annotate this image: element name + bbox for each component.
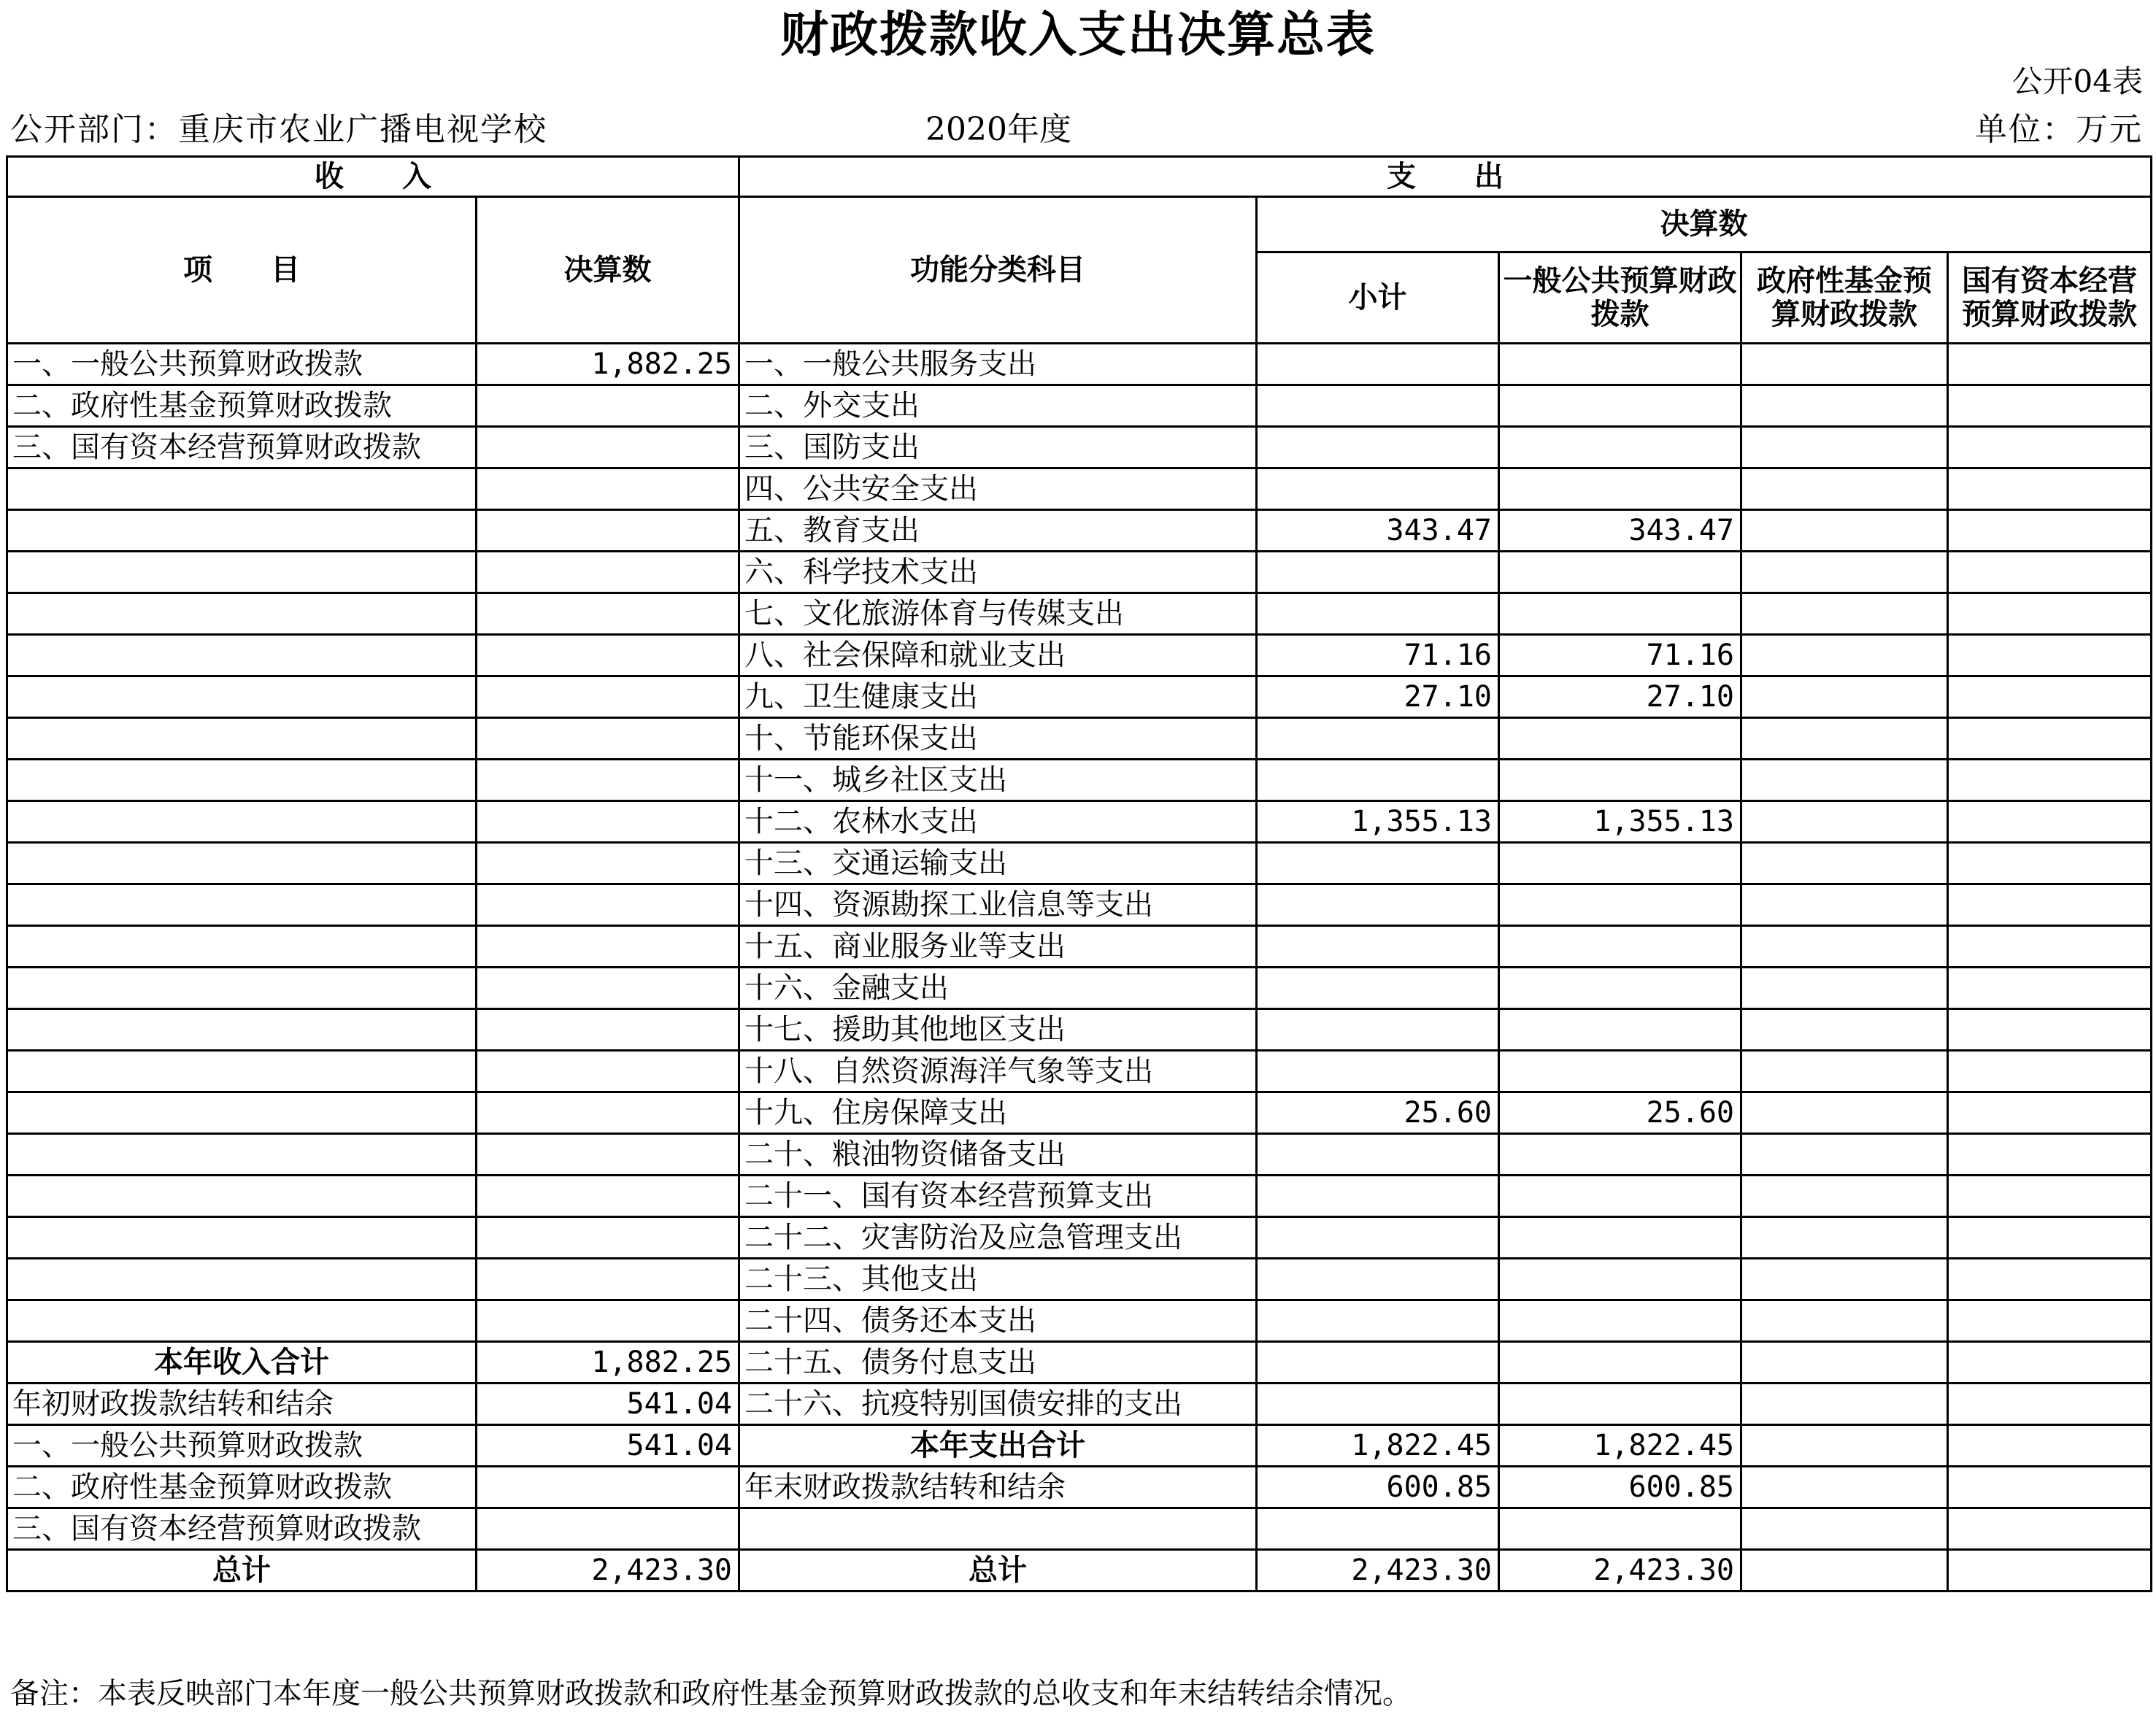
expense-subject-cell: 二十五、债务付息支出 <box>739 1342 1257 1384</box>
state-capital-cell <box>1948 468 2152 510</box>
income-item-cell <box>7 1051 477 1092</box>
income-item-cell <box>7 510 477 552</box>
gov-fund-cell <box>1741 1508 1948 1550</box>
table-row <box>7 427 2152 468</box>
state-capital-cell <box>1948 1425 2152 1467</box>
income-amount-cell <box>477 1176 739 1217</box>
subtotal-cell <box>1257 926 1499 968</box>
table-row <box>7 1467 2152 1508</box>
general-budget-cell <box>1499 843 1741 884</box>
state-capital-cell <box>1948 593 2152 635</box>
table-row <box>7 1259 2152 1300</box>
income-amount-cell: 541.04 <box>477 1384 739 1425</box>
expense-subject-cell: 十三、交通运输支出 <box>739 843 1257 884</box>
state-capital-cell <box>1948 1342 2152 1384</box>
expense-subject-cell: 十、节能环保支出 <box>739 718 1257 760</box>
table-row <box>7 1342 2152 1384</box>
table-row <box>7 1051 2152 1092</box>
table-row <box>7 1176 2152 1217</box>
state-capital-cell <box>1948 760 2152 801</box>
subtotal-header: 小计 <box>1257 252 1499 344</box>
subtotal-cell <box>1257 1134 1499 1176</box>
subtotal-cell <box>1257 468 1499 510</box>
table-row <box>7 926 2152 968</box>
state-capital-cell <box>1948 1384 2152 1425</box>
general-budget-cell: 2,423.30 <box>1499 1550 1741 1591</box>
general-budget-cell <box>1499 760 1741 801</box>
state-capital-header: 国有资本经营预算财政拨款 <box>1948 252 2152 344</box>
income-item-cell: 三、国有资本经营预算财政拨款 <box>7 1508 477 1550</box>
state-capital-cell <box>1948 1217 2152 1259</box>
general-budget-cell: 25.60 <box>1499 1092 1741 1134</box>
subtotal-cell: 1,355.13 <box>1257 801 1499 843</box>
general-budget-cell <box>1499 1176 1741 1217</box>
state-capital-cell <box>1948 1134 2152 1176</box>
general-budget-cell: 343.47 <box>1499 510 1741 552</box>
item-header: 项 目 <box>7 197 477 344</box>
income-amount-cell <box>477 385 739 427</box>
gov-fund-cell <box>1741 843 1948 884</box>
income-item-cell <box>7 635 477 676</box>
income-item-cell <box>7 1134 477 1176</box>
state-capital-cell <box>1948 552 2152 593</box>
income-item-cell <box>7 884 477 926</box>
table-row <box>7 468 2152 510</box>
state-capital-cell <box>1948 926 2152 968</box>
income-item-cell: 二、政府性基金预算财政拨款 <box>7 1467 477 1508</box>
general-budget-cell <box>1499 1134 1741 1176</box>
gov-fund-cell <box>1741 1467 1948 1508</box>
table-row <box>7 1134 2152 1176</box>
state-capital-cell <box>1948 1176 2152 1217</box>
gov-fund-cell <box>1741 1550 1948 1591</box>
state-capital-cell <box>1948 1051 2152 1092</box>
expense-subject-cell: 二、外交支出 <box>739 385 1257 427</box>
subtotal-cell: 1,822.45 <box>1257 1425 1499 1467</box>
expense-subject-cell: 本年支出合计 <box>739 1425 1257 1467</box>
expense-subject-cell: 二十、粮油物资储备支出 <box>739 1134 1257 1176</box>
income-item-cell <box>7 1009 477 1051</box>
table-row <box>7 1425 2152 1467</box>
subtotal-cell: 71.16 <box>1257 635 1499 676</box>
gov-fund-cell <box>1741 760 1948 801</box>
gov-fund-cell <box>1741 1134 1948 1176</box>
general-budget-cell <box>1499 968 1741 1009</box>
gov-fund-cell <box>1741 1009 1948 1051</box>
subtotal-cell: 343.47 <box>1257 510 1499 552</box>
general-budget-cell <box>1499 1217 1741 1259</box>
income-item-cell <box>7 1259 477 1300</box>
income-item-cell: 一、一般公共预算财政拨款 <box>7 344 477 385</box>
subtotal-cell <box>1257 552 1499 593</box>
state-capital-cell <box>1948 884 2152 926</box>
general-budget-cell: 600.85 <box>1499 1467 1741 1508</box>
expense-subject-cell: 十五、商业服务业等支出 <box>739 926 1257 968</box>
gov-fund-cell <box>1741 427 1948 468</box>
general-budget-cell <box>1499 718 1741 760</box>
gov-fund-cell <box>1741 1342 1948 1384</box>
subtotal-cell <box>1257 718 1499 760</box>
gov-fund-cell <box>1741 718 1948 760</box>
footnote: 备注：本表反映部门本年度一般公共预算财政拨款和政府性基金预算财政拨款的总收支和年末结转结余情况。 <box>10 1677 1412 1710</box>
state-capital-cell <box>1948 1550 2152 1591</box>
subtotal-cell <box>1257 427 1499 468</box>
general-budget-cell <box>1499 593 1741 635</box>
state-capital-cell <box>1948 718 2152 760</box>
gov-fund-cell <box>1741 1384 1948 1425</box>
income-amount-cell <box>477 843 739 884</box>
fiscal-year: 2020年度 <box>925 111 1071 148</box>
gov-fund-cell <box>1741 1425 1948 1467</box>
expense-header: 支 出 <box>739 157 2152 197</box>
income-amount-cell <box>477 1009 739 1051</box>
income-item-cell <box>7 926 477 968</box>
income-item-cell: 总计 <box>7 1550 477 1591</box>
table-row <box>7 1009 2152 1051</box>
subtotal-cell <box>1257 1051 1499 1092</box>
table-row <box>7 385 2152 427</box>
income-amount-cell: 2,423.30 <box>477 1550 739 1591</box>
table-row <box>7 843 2152 884</box>
general-budget-cell <box>1499 884 1741 926</box>
income-item-cell <box>7 1092 477 1134</box>
general-budget-cell <box>1499 1009 1741 1051</box>
income-amount-cell <box>477 510 739 552</box>
income-amount-cell <box>477 552 739 593</box>
income-amount-cell <box>477 718 739 760</box>
general-budget-cell <box>1499 1508 1741 1550</box>
income-amount-cell <box>477 926 739 968</box>
subtotal-cell <box>1257 1508 1499 1550</box>
function-subject-header: 功能分类科目 <box>739 197 1257 344</box>
income-item-cell <box>7 552 477 593</box>
state-capital-cell <box>1948 427 2152 468</box>
table-row <box>7 676 2152 718</box>
income-amount-cell <box>477 1300 739 1342</box>
income-amount-cell <box>477 884 739 926</box>
subtotal-cell <box>1257 1300 1499 1342</box>
gov-fund-cell <box>1741 1259 1948 1300</box>
expense-subject-cell: 总计 <box>739 1550 1257 1591</box>
subtotal-cell <box>1257 385 1499 427</box>
gov-fund-cell <box>1741 635 1948 676</box>
state-capital-cell <box>1948 635 2152 676</box>
expense-subject-cell: 十七、援助其他地区支出 <box>739 1009 1257 1051</box>
general-budget-cell <box>1499 1300 1741 1342</box>
department-label: 公开部门：重庆市农业广播电视学校 <box>10 111 547 148</box>
state-capital-cell <box>1948 676 2152 718</box>
general-budget-cell <box>1499 385 1741 427</box>
state-capital-cell <box>1948 1092 2152 1134</box>
form-number: 公开04表 <box>2011 63 2143 99</box>
subtotal-cell: 27.10 <box>1257 676 1499 718</box>
income-amount-cell <box>477 676 739 718</box>
income-item-cell <box>7 676 477 718</box>
gov-fund-cell <box>1741 552 1948 593</box>
general-budget-cell <box>1499 1342 1741 1384</box>
income-amount-cell <box>477 760 739 801</box>
table-row <box>7 760 2152 801</box>
expense-subject-cell: 九、卫生健康支出 <box>739 676 1257 718</box>
income-item-cell <box>7 1176 477 1217</box>
state-capital-cell <box>1948 1300 2152 1342</box>
state-capital-cell <box>1948 968 2152 1009</box>
income-amount-cell: 541.04 <box>477 1425 739 1467</box>
unit-label: 单位：万元 <box>1975 111 2143 148</box>
page-title: 财政拨款收入支出决算总表 <box>780 7 1376 63</box>
expense-subject-cell <box>739 1508 1257 1550</box>
expense-subject-cell: 二十一、国有资本经营预算支出 <box>739 1176 1257 1217</box>
table-row <box>7 801 2152 843</box>
income-item-cell <box>7 968 477 1009</box>
gov-fund-cell <box>1741 801 1948 843</box>
subtotal-cell <box>1257 1259 1499 1300</box>
state-capital-cell <box>1948 385 2152 427</box>
subtotal-cell <box>1257 1009 1499 1051</box>
income-amount-cell <box>477 593 739 635</box>
general-budget-cell <box>1499 1051 1741 1092</box>
subtotal-cell <box>1257 1384 1499 1425</box>
state-capital-cell <box>1948 1259 2152 1300</box>
income-amount-cell <box>477 1051 739 1092</box>
income-amount-cell <box>477 1134 739 1176</box>
general-budget-cell <box>1499 344 1741 385</box>
expense-subject-cell: 二十四、债务还本支出 <box>739 1300 1257 1342</box>
table-row <box>7 884 2152 926</box>
expense-subject-cell: 二十三、其他支出 <box>739 1259 1257 1300</box>
subtotal-cell <box>1257 1217 1499 1259</box>
table-row <box>7 510 2152 552</box>
general-budget-cell <box>1499 468 1741 510</box>
expense-subject-cell: 一、一般公共服务支出 <box>739 344 1257 385</box>
income-item-cell <box>7 593 477 635</box>
income-amount-cell <box>477 1092 739 1134</box>
expense-subject-cell: 十一、城乡社区支出 <box>739 760 1257 801</box>
subtotal-cell <box>1257 884 1499 926</box>
income-item-cell: 年初财政拨款结转和结余 <box>7 1384 477 1425</box>
gov-fund-cell <box>1741 1300 1948 1342</box>
income-item-cell: 二、政府性基金预算财政拨款 <box>7 385 477 427</box>
gov-fund-cell <box>1741 468 1948 510</box>
gov-fund-cell <box>1741 1092 1948 1134</box>
expense-subject-cell: 四、公共安全支出 <box>739 468 1257 510</box>
state-capital-cell <box>1948 510 2152 552</box>
table-row <box>7 635 2152 676</box>
income-amount-cell <box>477 801 739 843</box>
table-row <box>7 718 2152 760</box>
gov-fund-cell <box>1741 968 1948 1009</box>
table-row <box>7 1092 2152 1134</box>
table-row <box>7 1384 2152 1425</box>
state-capital-cell <box>1948 801 2152 843</box>
table-row <box>7 344 2152 385</box>
fiscal-summary-table <box>6 155 2152 1592</box>
expense-subject-cell: 八、社会保障和就业支出 <box>739 635 1257 676</box>
income-item-cell <box>7 760 477 801</box>
state-capital-cell <box>1948 843 2152 884</box>
expense-subject-cell: 年末财政拨款结转和结余 <box>739 1467 1257 1508</box>
table-row <box>7 1508 2152 1550</box>
subtotal-cell <box>1257 344 1499 385</box>
settlement-header: 决算数 <box>1257 197 2152 252</box>
gov-fund-cell <box>1741 884 1948 926</box>
general-budget-cell: 1,822.45 <box>1499 1425 1741 1467</box>
table-row <box>7 968 2152 1009</box>
expense-subject-cell: 二十二、灾害防治及应急管理支出 <box>739 1217 1257 1259</box>
income-amount-cell: 1,882.25 <box>477 344 739 385</box>
amount-header: 决算数 <box>477 197 739 344</box>
gov-fund-cell <box>1741 510 1948 552</box>
table-row <box>7 1550 2152 1591</box>
table-row <box>7 593 2152 635</box>
general-budget-cell: 27.10 <box>1499 676 1741 718</box>
subtotal-cell <box>1257 593 1499 635</box>
general-budget-cell <box>1499 552 1741 593</box>
general-budget-cell <box>1499 1384 1741 1425</box>
general-budget-cell <box>1499 926 1741 968</box>
general-budget-cell: 1,355.13 <box>1499 801 1741 843</box>
expense-subject-cell: 十八、自然资源海洋气象等支出 <box>739 1051 1257 1092</box>
expense-subject-cell: 十九、住房保障支出 <box>739 1092 1257 1134</box>
expense-subject-cell: 二十六、抗疫特别国债安排的支出 <box>739 1384 1257 1425</box>
table-row <box>7 1217 2152 1259</box>
income-amount-cell <box>477 1217 739 1259</box>
income-amount-cell <box>477 1259 739 1300</box>
income-item-cell <box>7 1217 477 1259</box>
income-amount-cell <box>477 427 739 468</box>
subtotal-cell <box>1257 1342 1499 1384</box>
state-capital-cell <box>1948 1009 2152 1051</box>
gov-fund-cell <box>1741 926 1948 968</box>
gov-fund-cell <box>1741 385 1948 427</box>
income-amount-cell <box>477 1467 739 1508</box>
table-row <box>7 552 2152 593</box>
income-item-cell <box>7 468 477 510</box>
income-item-cell <box>7 718 477 760</box>
general-budget-cell: 71.16 <box>1499 635 1741 676</box>
subtotal-cell <box>1257 968 1499 1009</box>
subtotal-cell <box>1257 760 1499 801</box>
general-budget-cell <box>1499 427 1741 468</box>
income-amount-cell: 1,882.25 <box>477 1342 739 1384</box>
expense-subject-cell: 十四、资源勘探工业信息等支出 <box>739 884 1257 926</box>
income-item-cell: 本年收入合计 <box>7 1342 477 1384</box>
income-item-cell <box>7 1300 477 1342</box>
subtotal-cell: 2,423.30 <box>1257 1550 1499 1591</box>
gov-fund-cell <box>1741 1217 1948 1259</box>
income-item-cell: 三、国有资本经营预算财政拨款 <box>7 427 477 468</box>
gov-fund-cell <box>1741 593 1948 635</box>
gov-fund-header: 政府性基金预算财政拨款 <box>1741 252 1948 344</box>
header-row-1 <box>7 157 2152 197</box>
subtotal-cell: 600.85 <box>1257 1467 1499 1508</box>
expense-subject-cell: 三、国防支出 <box>739 427 1257 468</box>
income-amount-cell <box>477 968 739 1009</box>
expense-subject-cell: 十六、金融支出 <box>739 968 1257 1009</box>
income-amount-cell <box>477 468 739 510</box>
gov-fund-cell <box>1741 344 1948 385</box>
income-amount-cell <box>477 635 739 676</box>
expense-subject-cell: 六、科学技术支出 <box>739 552 1257 593</box>
income-item-cell <box>7 801 477 843</box>
income-item-cell: 一、一般公共预算财政拨款 <box>7 1425 477 1467</box>
subtotal-cell: 25.60 <box>1257 1092 1499 1134</box>
gov-fund-cell <box>1741 676 1948 718</box>
subtotal-cell <box>1257 843 1499 884</box>
general-budget-cell <box>1499 1259 1741 1300</box>
expense-subject-cell: 五、教育支出 <box>739 510 1257 552</box>
table-row <box>7 1300 2152 1342</box>
income-item-cell <box>7 843 477 884</box>
income-header: 收 入 <box>7 157 739 197</box>
general-budget-header: 一般公共预算财政拨款 <box>1499 252 1741 344</box>
gov-fund-cell <box>1741 1176 1948 1217</box>
state-capital-cell <box>1948 1467 2152 1508</box>
state-capital-cell <box>1948 344 2152 385</box>
subtotal-cell <box>1257 1176 1499 1217</box>
state-capital-cell <box>1948 1508 2152 1550</box>
expense-subject-cell: 十二、农林水支出 <box>739 801 1257 843</box>
income-amount-cell <box>477 1508 739 1550</box>
header-row-2 <box>7 197 2152 252</box>
gov-fund-cell <box>1741 1051 1948 1092</box>
expense-subject-cell: 七、文化旅游体育与传媒支出 <box>739 593 1257 635</box>
